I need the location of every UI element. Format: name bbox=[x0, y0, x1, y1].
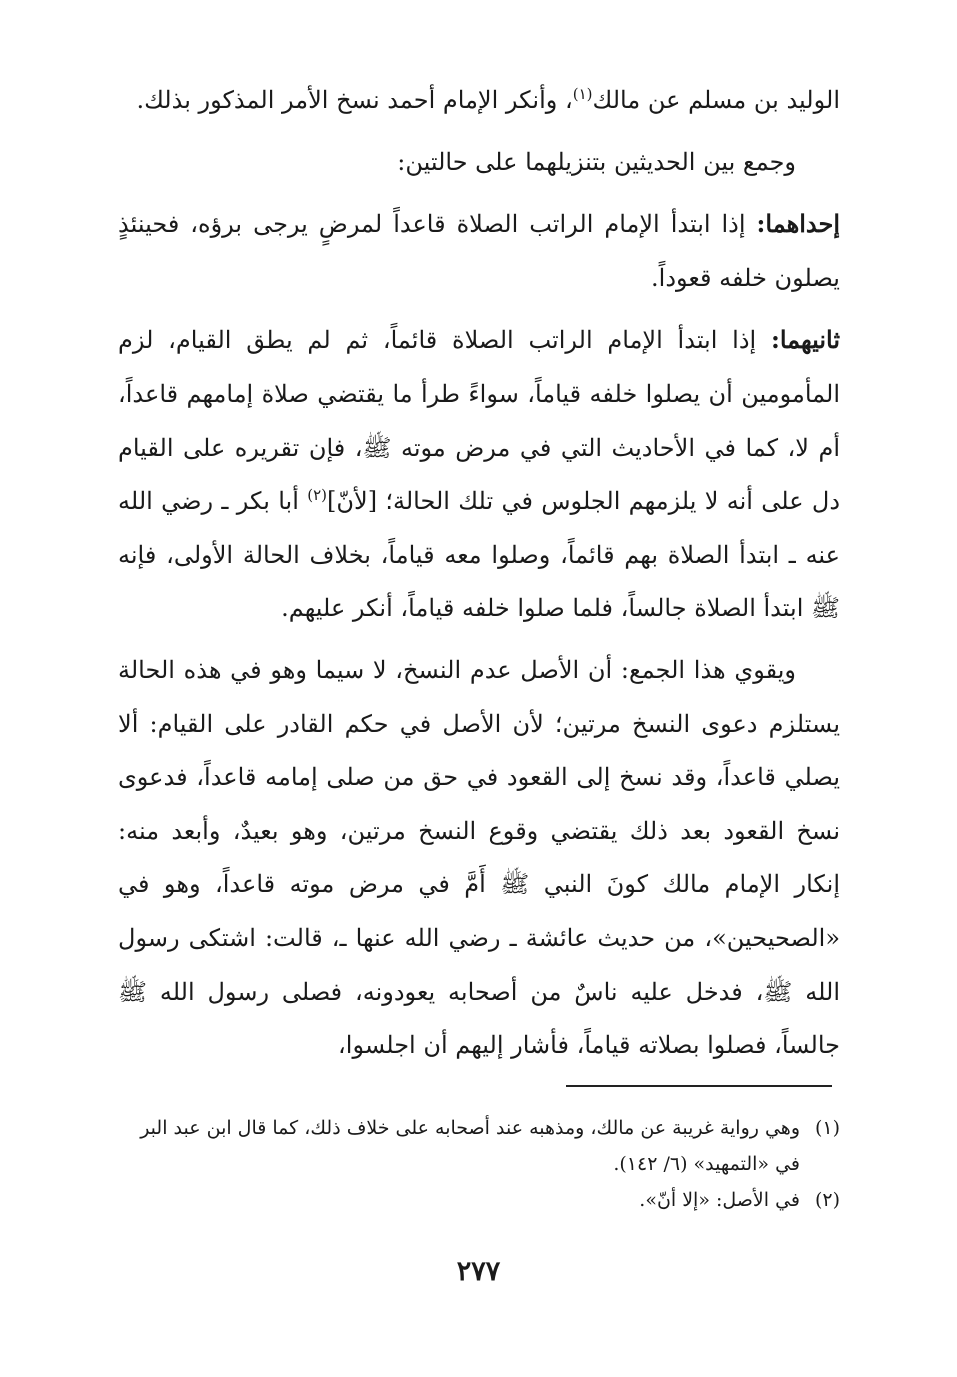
paragraph-1 bbox=[118, 74, 840, 128]
footnotes bbox=[120, 1110, 840, 1218]
page-number: ٢٧٧ bbox=[456, 1256, 501, 1287]
paragraph-1-text-a: الوليد بن مسلم عن مالك bbox=[592, 86, 840, 114]
main-text bbox=[118, 74, 840, 1073]
footnote-ref-1: (١) bbox=[572, 85, 593, 103]
footnote-ref-2: (٢) bbox=[307, 486, 328, 505]
paragraph-1-text-b: ، وأنكر الإمام أحمد نسخ الأمر المذكور بذلك. bbox=[136, 86, 573, 114]
paragraph-5: ويقوي هذا الجمع: أن الأصل عدم النسخ، لا سيما وهو في هذه الحالة يستلزم دعوى النسخ مرتين؛ لأن الأصل في حكم القادر على القيام: ألا يصلي قاعداً، وقد نسخ إلى القعود في حق من صلى إمامه قاعداً، فدعوى نسخ القعود بعد ذلك يقتضي وقوع النسخ مرتين، وهو بعيدٌ، وأبعد منه: إنكار الإمام مالك كونَ النبي ﷺ أَمَّ في مرض موته قاعداً، وهو في «الصحيحين»، من حديث عائشة ـ رضي الله عنها ـ، قالت: اشتكى رسول الله ﷺ، فدخل عليه ناسٌ من أصحابه يعودونه، فصلى رسول الله ﷺ جالساً، فصلوا بصلاته قياماً، فأشار إليهم أن اجلسوا، bbox=[118, 655, 841, 1060]
paragraph-3-label: إحداهما: bbox=[756, 209, 840, 239]
footnote-1-text: وهي رواية غريبة عن مالك، ومذهبه عند أصحابه على خلاف ذلك، كما قال ابن عبد البر في «التمهيد» (٦/ ١٤٢). bbox=[140, 1117, 800, 1175]
paragraph-4-label: ثانيهما: bbox=[770, 325, 840, 355]
paragraph-4-text-a: إذا ابتدأ الإمام الراتب الصلاة قائماً، ثم لم يطق القيام، لزم المأمومين أن يصلوا خلفه قياماً، سواءً طرأ ما يقتضي صلاة إمامهم قاعداً، أم لا، كما في الأحاديث التي في مرض موته ﷺ، فإن تقريره على القيام دل على أنه لا يلزمهم الجلوس في تلك الحالة؛ [لأنّ] bbox=[118, 326, 841, 516]
footnote-2-text: في الأصل: «إلا أنّ». bbox=[639, 1189, 800, 1211]
paragraph-4 bbox=[118, 313, 840, 636]
paragraph-2: وجمع بين الحديثين بتنزيلهما على حالتين: bbox=[397, 147, 796, 176]
footnote-separator bbox=[566, 1085, 832, 1087]
paragraph-4-text-b: أبا بكر ـ رضي الله عنه ـ ابتدأ الصلاة بهم قائماً، وصلوا معه قياماً، بخلاف الحالة الأولى، فإنه ﷺ ابتدأ الصلاة جالساً، فلما صلوا خلفه قياماً، أنكر عليهم. bbox=[118, 487, 840, 623]
paragraph-3 bbox=[118, 197, 840, 305]
footnote-2-number: (٢) bbox=[814, 1189, 840, 1211]
footnote-2 bbox=[120, 1182, 840, 1218]
footnote-1 bbox=[120, 1110, 840, 1182]
footnote-1-number: (١) bbox=[814, 1117, 840, 1139]
paragraph-3-text: إذا ابتدأ الإمام الراتب الصلاة قاعداً لمرضٍ يرجى برؤه، فحينئذٍ يصلون خلفه قعوداً. bbox=[118, 210, 840, 292]
